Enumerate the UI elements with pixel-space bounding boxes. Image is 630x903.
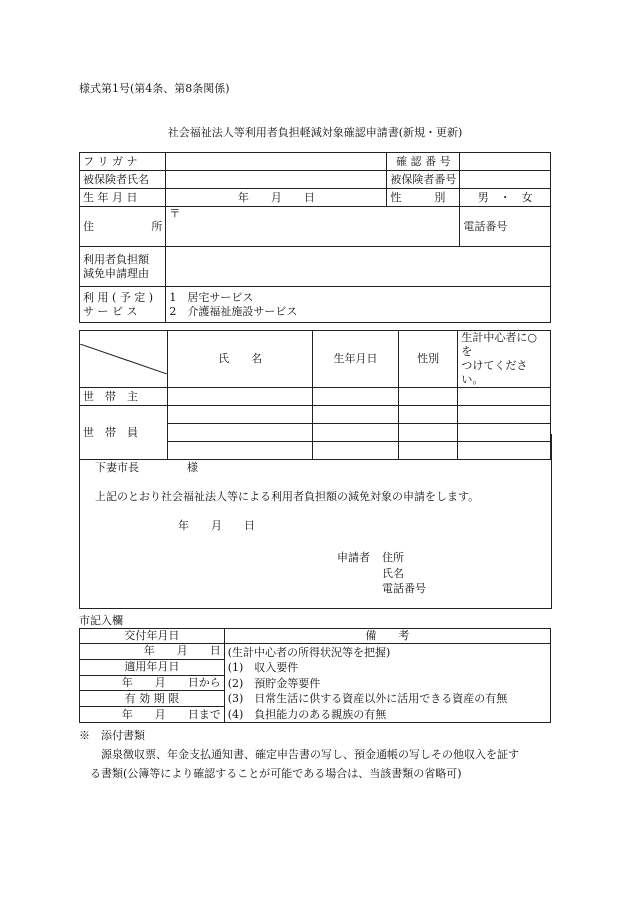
use-label: 利 用 ( 予 定 ) サ ー ビ ス [80, 287, 166, 323]
table-row-cell[interactable] [313, 388, 399, 406]
remarks-field[interactable] [224, 644, 550, 723]
insured-name-label: 被保険者氏名 [80, 171, 166, 189]
issue-date-field[interactable]: 年 月 日 [80, 644, 225, 660]
diagonal-header-cell [80, 331, 168, 388]
remarks-line: (生計中心者の所得状況等を把握) [227, 646, 391, 659]
insured-name-field[interactable] [166, 171, 387, 189]
table-row-cell[interactable] [168, 388, 313, 406]
table-row-cell[interactable] [398, 388, 458, 406]
confirm-no-field[interactable] [460, 153, 551, 171]
attachments-line-1: 源泉徴収票、年金支払通知書、確定申告書の写し、預金通帳の写しその他収入を証す [101, 748, 519, 761]
col-main-earner: 生計中心者に○を つけてください。 [458, 331, 551, 388]
form-number: 様式第1号(第4条、第8条関係) [79, 82, 230, 95]
confirm-no-label: 確 認 番 号 [387, 153, 460, 171]
applicant-name[interactable]: 氏名 [382, 567, 404, 580]
household-member-label: 世 帯 員 [80, 406, 168, 460]
birth-label: 生 年 月 日 [80, 189, 166, 207]
col-name: 氏 名 [168, 331, 313, 388]
col-sex: 性別 [398, 331, 458, 388]
attachments-line-2: る書類(公簿等により確認することが可能である場合は、当該書類の省略可) [90, 767, 462, 780]
honorific: 様 [187, 461, 198, 474]
expiry-field[interactable]: 年 月 日まで [80, 707, 225, 723]
declaration-statement: 上記のとおり社会福祉法人等による利用者負担額の減免対象の申請をします。 [95, 490, 480, 503]
attachments-heading: ※ 添付書類 [79, 729, 145, 742]
reason-field[interactable] [166, 247, 551, 287]
expiry-label: 有 効 期 限 [80, 691, 225, 707]
insured-no-label: 被保険者番号 [387, 171, 460, 189]
diagonal-line [80, 344, 167, 374]
phone-label: 電話番号 [463, 219, 508, 233]
use-option-facility[interactable]: 2 介護福祉施設サービス [169, 304, 298, 318]
use-option-home[interactable]: 1 居宅サービス [169, 290, 254, 304]
birth-field[interactable]: 年 月 日 [166, 189, 387, 207]
applicant-label: 申請者 [337, 551, 370, 564]
applicant-phone[interactable]: 電話番号 [382, 582, 426, 595]
application-table [79, 152, 551, 323]
table-row-cell[interactable] [398, 406, 458, 424]
address-field[interactable] [166, 207, 460, 247]
applicant-address[interactable]: 住所 [382, 551, 404, 564]
table-row-cell[interactable] [168, 406, 313, 424]
remarks-line: (3) 日常生活に供する資産以外に活用できる資産の有無 [227, 692, 508, 706]
remarks-line: (1) 収入要件 [227, 661, 299, 675]
reason-label: 利用者負担額 減免申請理由 [80, 247, 166, 287]
address-label: 住 所 [80, 207, 166, 247]
apply-date-field[interactable]: 年 月 日から [80, 675, 225, 691]
furigana-field[interactable] [166, 153, 387, 171]
remarks-line: (4) 負担能力のある親族の有無 [227, 707, 387, 721]
sex-label: 性 別 [387, 189, 460, 207]
col-birth: 生年月日 [313, 331, 399, 388]
insured-no-field[interactable] [460, 171, 551, 189]
remarks-label: 備 考 [224, 629, 550, 644]
remarks-line: (2) 預貯金等要件 [227, 676, 321, 690]
table-row-cell[interactable] [458, 388, 551, 406]
apply-date-label: 適用年月日 [80, 659, 225, 675]
form-title: 社会福祉法人等利用者負担軽減対象確認申請書(新規・更新) [167, 126, 463, 139]
addressee: 下妻市長 [95, 461, 139, 474]
table-row-cell[interactable] [313, 406, 399, 424]
declaration-date[interactable]: 年 月 日 [178, 519, 255, 532]
furigana-label: フ リ ガ ナ [80, 153, 166, 171]
use-options[interactable] [166, 287, 551, 323]
phone-field[interactable] [460, 207, 551, 247]
sex-field[interactable]: 男 ・ 女 [460, 189, 551, 207]
postal-mark: 〒 [169, 207, 181, 220]
issue-date-label: 交付年月日 [80, 629, 225, 644]
household-head-label: 世 帯 主 [80, 388, 168, 406]
table-row-cell[interactable] [458, 406, 551, 424]
city-use-table [79, 628, 551, 723]
declaration-box [79, 434, 552, 609]
city-use-heading: 市記入欄 [79, 614, 123, 627]
